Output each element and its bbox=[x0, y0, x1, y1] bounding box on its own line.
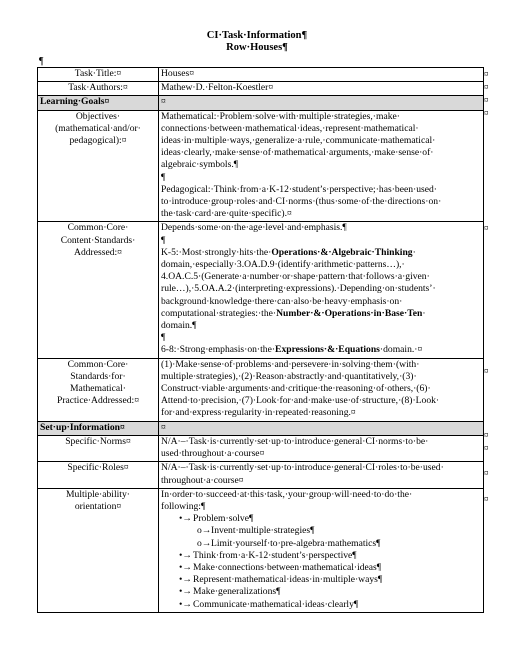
table-row bbox=[38, 435, 484, 461]
multiple-ability-value: In·order·to·succeed·at·this·task,·your·group·will·need·to·do·the· following:¶ •→Problem·solve¶ o→Invent·multiple·strategies¶ o→Limit·yourself·to·pre-algebra·mathematics¶ •→Think·from·a·K-12·student’s·perspective¶ •→Make·connections·between·mathematical·ideas¶ •→Represent·mathematical·ideas·in·multiple·ways¶ •→Make·generalizations¶ •→Communicate·mathematical·ideas·clearly¶ bbox=[159, 488, 484, 612]
ccss-content-value: Depends·some·on·the·age·level·and·emphasis.¶ ¶ K-5:·Most·strongly·hits·the·Operations·&·Algebraic·Thinking· domain,·especially·3.OA.D.9·(identify·arithmetic·patterns…),· 4.OA.C.5·(Generate·a·number·or·shape·pattern·that·follows·a·given· rule…),·5.OA.A.2·(interpreting·expressions).·Depending·on·students’· background·knowledge·there·can·also·be·heavy·emphasis·on· computational·strategies:·the·Number·&·Operations·in·Base·Ten· domain.¶ ¶ 6-8:·Strong·emphasis·on·the·Expressions·&·Equations·domain.·¤ bbox=[159, 222, 484, 358]
bullet-item bbox=[161, 574, 481, 586]
bullet-item bbox=[161, 586, 481, 598]
specific-roles-value: N/A·–·Task·is·currently·set·up·to·introduce·general·CI·roles·to·be·used· throughout·a·course¤ bbox=[159, 462, 484, 488]
table-row bbox=[38, 358, 484, 421]
row-end-mark: ¤ bbox=[484, 82, 489, 92]
specific-norms-value: N/A·–·Task·is·currently·set·up·to·introduce·general·CI·norms·to·be· used·throughout·a·course¤ bbox=[159, 435, 484, 461]
setup-information-heading: Set·up·Information¤ bbox=[38, 421, 159, 435]
bullet-marker: •→ bbox=[179, 586, 192, 598]
task-title-value: Houses¤ bbox=[159, 68, 484, 82]
table-row bbox=[38, 68, 484, 82]
row-end-mark: ¤ bbox=[484, 430, 489, 440]
document-subtitle: Row·Houses¶ bbox=[226, 42, 288, 53]
task-authors-label: Task·Authors:¤ bbox=[38, 82, 159, 96]
bullet-text: Make·connections·between·mathematical·ideas¶ bbox=[193, 561, 382, 573]
bullet-marker: •→ bbox=[179, 598, 192, 610]
table-row bbox=[38, 96, 484, 110]
table-row bbox=[38, 222, 484, 358]
objectives-value: Mathematical:·Problem·solve·with·multiple·strategies,·make· connections·between·mathematical·ideas,·represent·mathematical· ideas·in·multiple·ways,·generalize·a·rule,·communicate·mathematical· ideas·clearly,·make·sense·of·mathematical·arguments,·make·sense·of· algebraic·symbols.¶ ¶ Pedagogical:·Think·from·a·K-12·student’s·perspective;·has·been·used· to·introduce·group·roles·and·CI·norms·(thus·some·of·the·directions·on· the·task·card·are·quite·specific).¤ bbox=[159, 110, 484, 222]
bullet-marker: •→ bbox=[179, 561, 192, 573]
bullet-item bbox=[161, 562, 481, 574]
learning-goals-heading: Learning·Goals¤ bbox=[38, 96, 159, 110]
setup-information-empty-cell: ¤ bbox=[159, 421, 484, 435]
bullet-marker: •→ bbox=[179, 513, 192, 525]
task-authors-value: Mathew·D.·Felton-Koestler¤ bbox=[159, 82, 484, 96]
row-end-mark: ¤ bbox=[484, 108, 489, 118]
ccss-content-label: Common·Core· Content·Standards· Addressed:¤ bbox=[38, 222, 159, 358]
bullet-marker: •→ bbox=[179, 574, 192, 586]
empty-paragraph-mark: ¶ bbox=[39, 56, 44, 67]
bullet-item bbox=[161, 550, 481, 562]
bullet-item bbox=[161, 513, 481, 525]
row-end-mark: ¤ bbox=[484, 494, 489, 504]
ccss-practice-value: (1)·Make·sense·of·problems·and·persevere·in·solving·them·(with· multiple·strategies),·(2)·Reason·abstractly·and·quantitatively,·(3)· Construct·viable·arguments·and·critique·the·reasoning·of·others,·(6)· Attend·to·precision,·(7)·Look·for·and·make·use·of·structure,·(8)·Look· for·and·express·regularity·in·repeated·reasoning.¤ bbox=[159, 358, 484, 421]
task-info-table bbox=[37, 67, 484, 613]
ability-bullet-list bbox=[161, 513, 481, 611]
row-end-mark: ¤ bbox=[484, 468, 489, 478]
objectives-label: Objectives· (mathematical·and/or· pedagogical):¤ bbox=[38, 110, 159, 222]
document-title: CI·Task·Information¶ bbox=[206, 30, 308, 41]
bullet-item bbox=[161, 538, 481, 550]
sub-bullet-marker: o→ bbox=[197, 525, 212, 537]
row-end-mark: ¤ bbox=[484, 443, 489, 453]
row-end-mark: ¤ bbox=[484, 366, 489, 376]
bullet-item bbox=[161, 599, 481, 611]
sub-bullet-marker: o→ bbox=[197, 537, 212, 549]
bullet-text: Make·generalizations¶ bbox=[193, 586, 281, 598]
ccss-practice-label: Common·Core· Standards·for· Mathematical· Practice·Addressed:¤ bbox=[38, 358, 159, 421]
bullet-text: Represent·mathematical·ideas·in·multiple·ways¶ bbox=[193, 574, 383, 586]
multiple-ability-label: Multiple·ability· orientation¤ bbox=[38, 488, 159, 612]
table-row bbox=[38, 110, 484, 222]
row-end-mark: ¤ bbox=[484, 69, 489, 79]
bullet-marker: •→ bbox=[179, 549, 192, 561]
learning-goals-empty-cell: ¤ bbox=[159, 96, 484, 110]
bullet-text: Communicate·mathematical·ideas·clearly¶ bbox=[193, 598, 359, 610]
table-row bbox=[38, 462, 484, 488]
bullet-text: Think·from·a·K-12·student’s·perspective¶ bbox=[193, 549, 357, 561]
specific-norms-label: Specific·Norms¤ bbox=[38, 435, 159, 461]
row-end-mark: ¤ bbox=[484, 95, 489, 105]
table-row bbox=[38, 421, 484, 435]
table-row bbox=[38, 82, 484, 96]
bullet-text: Invent·multiple·strategies¶ bbox=[211, 525, 315, 537]
task-title-label: Task·Title:¤ bbox=[38, 68, 159, 82]
bullet-text: Limit·yourself·to·pre-algebra·mathematics¶ bbox=[211, 537, 381, 549]
specific-roles-label: Specific·Roles¤ bbox=[38, 462, 159, 488]
bullet-text: Problem·solve¶ bbox=[193, 513, 254, 525]
bullet-item bbox=[161, 525, 481, 537]
table-row bbox=[38, 488, 484, 612]
row-end-mark: ¤ bbox=[484, 223, 489, 233]
